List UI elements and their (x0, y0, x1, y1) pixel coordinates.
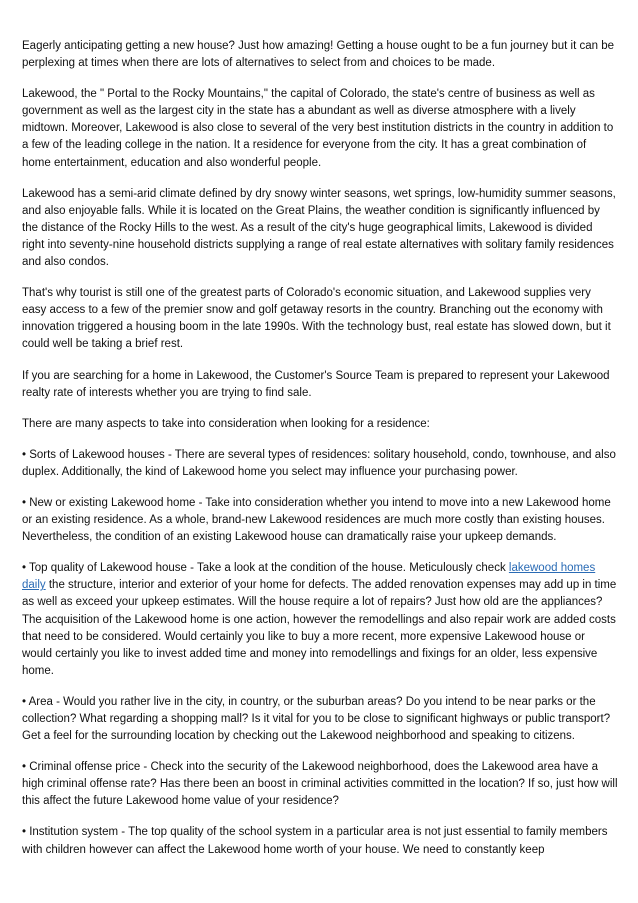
paragraph-intro: Eagerly anticipating getting a new house? Just how amazing! Getting a house ought to be a fun journey but it can be perplexing at times when there are lots of alternatives to select from and choices to be made. (22, 40, 615, 70)
paragraph-buyers-team: If you are searching for a home in Lakewood, the Customer's Source Team is prepared to represent your Lakewood realty rate of interests whether you are trying to find sale. (22, 369, 610, 399)
list-item-area: • Area - Would you rather live in the city, in country, or the suburban areas? Do you intend to be near parks or the collection? What regarding a shopping mall? Is it vital for you to be close to significant highways or public transport? Get a feel for the surrounding location by checking out the Lakewood neighborhood and speaking to citizens. (22, 695, 611, 743)
list-item-new-or-existing: • New or existing Lakewood home - Take into consideration whether you intend to move into a new Lakewood home or an existing residence. As a whole, brand-new Lakewood residences are much more costly than existing houses. Nevertheless, the condition of an existing Lakewood house can dramatically raise your upkeep demands. (22, 496, 611, 544)
lakewood-homes-daily-link[interactable]: lakewood homes daily (22, 562, 596, 592)
list-item-school-system: • Institution system - The top quality of the school system in a particular area is not just essential to family members with children however can affect the Lakewood home worth of your house. We need to constantly keep (22, 826, 608, 856)
paragraph-climate: Lakewood has a semi-arid climate defined by dry snowy winter seasons, wet springs, low-humidity summer seasons, and also enjoyable falls. While it is located on the Great Plains, the weather condition is significantly influenced by the distance of the Rocky Hills to the west. As a result of the city's huge geographical limits, Lakewood is divided right into seventy-nine household districts supplying a range of real estate alternatives with solitary family residences and also condos. (22, 187, 616, 269)
list-item-house-quality (22, 560, 618, 680)
paragraph-aspects-intro: There are many aspects to take into consideration when looking for a residence: (22, 417, 430, 430)
house-quality-text-after: the structure, interior and exterior of your home for defects. The added renovation expenses may add up in time as well as exceed your upkeep estimates. Will the house require a lot of repairs? Just how old are the appliances? The acquisition of the Lakewood home is one action, however the remodellings and also repair work are added costs that need to be considered. Would certainly you like to buy a more recent, more expensive Lakewood house or would certainly you like to invest added time and money into remodellings and fixings for an older, less expensive home. (22, 579, 617, 677)
paragraph-lakewood-overview: Lakewood, the " Portal to the Rocky Mountains," the capital of Colorado, the state's centre of business as well as government as well as the largest city in the state has a abundant as well as diverse atmosphere with a lively midtown. Moreover, Lakewood is also close to several of the very best institution districts in the country in addition to a few of the leading college in the nation. It a residence for everyone from the city. It has a great combination of home entertainment, education and also wonderful people. (22, 88, 614, 169)
document-page (22, 38, 618, 873)
list-item-house-types: • Sorts of Lakewood houses - There are several types of residences: solitary household, condo, townhouse, and also duplex. Additionally, the kind of Lakewood home you select may influence your purchasing power. (22, 448, 616, 478)
house-quality-text-before: • Top quality of Lakewood house - Take a look at the condition of the house. Meticulously check (22, 562, 509, 575)
list-item-crime-rate: • Criminal offense price - Check into the security of the Lakewood neighborhood, does the Lakewood area have a high criminal offense rate? Has there been an boost in criminal activities committed in the location? If so, just how will this affect the future Lakewood home value of your residence? (22, 761, 618, 808)
paragraph-economy: That's why tourist is still one of the greatest parts of Colorado's economic situation, and Lakewood supplies very easy access to a few of the premier snow and golf getaway resorts in the country. Branching out the economy with innovation triggered a housing boom in the late 1990s. With the technology bust, real estate has slowed down, but it could well be taking a brief rest. (22, 287, 611, 351)
